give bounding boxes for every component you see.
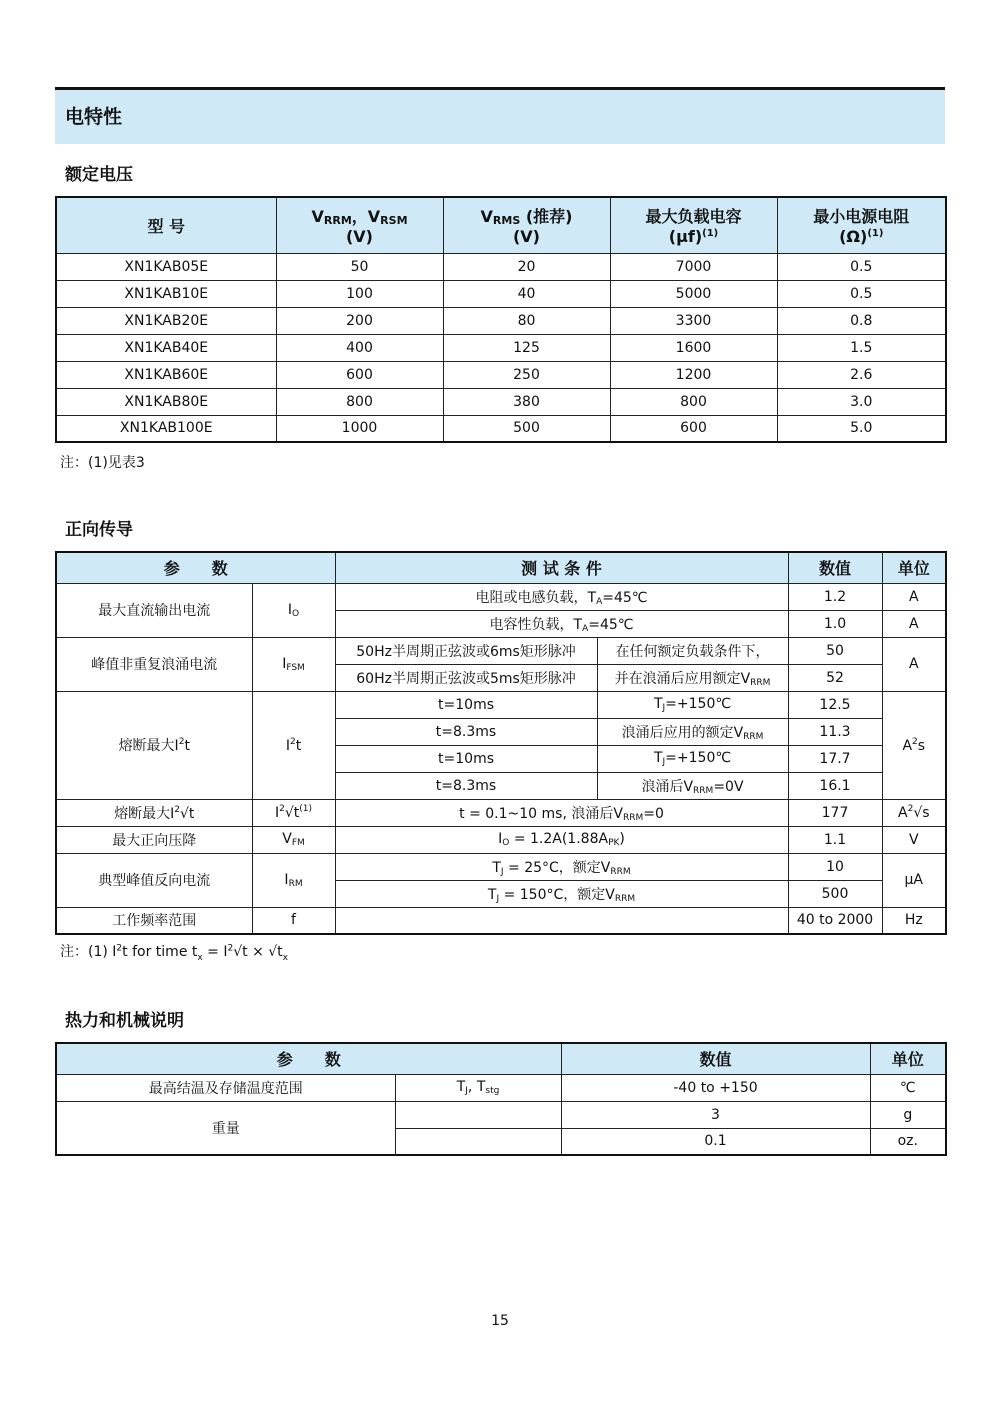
page-number: 15 [491,1313,509,1329]
capacitance-cell: 600 [610,415,777,442]
resistance-cell: 3.0 [777,388,946,415]
table-row [56,799,946,826]
param-name: 最高结温及存储温度范围 [56,1074,395,1101]
param-name: 最大直流输出电流 [56,583,252,637]
param-name: 熔断最大$I^2√t$ [56,799,252,826]
value: 1.2 [788,583,882,610]
vrms-cell: 380 [443,388,610,415]
model-cell: XN1KAB40E [56,334,276,361]
unit: μA [882,853,946,907]
value: 52 [788,664,882,691]
unit: A [882,610,946,637]
vrms-cell: 500 [443,415,610,442]
model-cell: XN1KAB10E [56,280,276,307]
model-cell: XN1KAB05E [56,253,276,280]
resistance-cell: 0.5 [777,253,946,280]
param-symbol: $V_{FM}$ [252,826,335,853]
model-cell: XN1KAB100E [56,415,276,442]
resistance-cell: 1.5 [777,334,946,361]
header-param: 参 数 [56,552,335,583]
table-row [56,253,946,280]
resistance-cell: 0.5 [777,280,946,307]
param-symbol: $I_O$ [252,583,335,637]
condition: 50Hz半周期正弦波或6ms矩形脉冲 [335,637,597,664]
param-name: 最大正向压降 [56,826,252,853]
vrms-cell: 125 [443,334,610,361]
rated-voltage-title: 额定电压 [65,165,133,185]
vrrm-cell: 100 [276,280,443,307]
value: 12.5 [788,691,882,718]
capacitance-cell: 7000 [610,253,777,280]
unit: ℃ [870,1074,946,1101]
capacitance-cell: 3300 [610,307,777,334]
rated-voltage-table [55,196,947,443]
table-row [56,907,946,934]
value: 3 [561,1101,870,1128]
value: -40 to +150 [561,1074,870,1101]
vrms-cell: 80 [443,307,610,334]
capacitance-cell: 1200 [610,361,777,388]
param-symbol: $I_{FSM}$ [252,637,335,691]
model-cell: XN1KAB60E [56,361,276,388]
table-row [56,691,946,718]
condition: t=8.3ms [335,772,597,799]
param-symbol: $I^2t$ [252,691,335,799]
value: 11.3 [788,718,882,745]
unit: oz. [870,1128,946,1155]
condition: 电阻或电感负载，$T_A=45℃$ [335,583,788,610]
condition: $T_J=+150℃$ [597,691,788,718]
value: 50 [788,637,882,664]
section-title: 电特性 [55,87,945,144]
vrrm-cell: 50 [276,253,443,280]
rated-voltage-note: 注：(1)见表3 [60,455,145,471]
vrms-cell: 40 [443,280,610,307]
header-value: 数值 [561,1043,870,1074]
param-name: 重量 [56,1101,395,1155]
thermal-title: 热力和机械说明 [65,1011,184,1031]
header-unit: 单位 [882,552,946,583]
value: 1.0 [788,610,882,637]
vrms-cell: 250 [443,361,610,388]
header-capacitance: 最大负载电容 $(\mu f)^{(1)}$ [610,197,777,253]
vrms-cell: 20 [443,253,610,280]
capacitance-cell: 5000 [610,280,777,307]
vrrm-cell: 200 [276,307,443,334]
capacitance-cell: 800 [610,388,777,415]
value: 0.1 [561,1128,870,1155]
condition: $T_J=+150℃$ [597,745,788,772]
param-symbol: $I^2√t^{(1)}$ [252,799,335,826]
param-symbol [395,1101,561,1128]
forward-title: 正向传导 [65,520,133,540]
condition: $T_J = 150^\circ C$，额定$V_{RRM}$ [335,880,788,907]
vrrm-cell: 400 [276,334,443,361]
param-name: 熔断最大$I^2t$ [56,691,252,799]
condition: t=10ms [335,745,597,772]
header-value: 数值 [788,552,882,583]
value: 10 [788,853,882,880]
table-row [56,826,946,853]
param-symbol: f [252,907,335,934]
vrrm-cell: 1000 [276,415,443,442]
header-unit: 单位 [870,1043,946,1074]
header-resistance: 最小电源电阻 $(\Omega)^{(1)}$ [777,197,946,253]
table-row [56,280,946,307]
condition: 浪涌后应用的额定$V_{RRM}$ [597,718,788,745]
header-condition: 测 试 条 件 [335,552,788,583]
table-row [56,415,946,442]
value: 16.1 [788,772,882,799]
vrrm-cell: 600 [276,361,443,388]
model-cell: XN1KAB80E [56,388,276,415]
condition: 浪涌后$V_{RRM}=0V$ [597,772,788,799]
value: 17.7 [788,745,882,772]
table-row [56,583,946,610]
model-cell: XN1KAB20E [56,307,276,334]
param-name: 工作频率范围 [56,907,252,934]
header-param: 参 数 [56,1043,561,1074]
value: 177 [788,799,882,826]
param-name: 典型峰值反向电流 [56,853,252,907]
unit: Hz [882,907,946,934]
unit: $A^2√s$ [882,799,946,826]
condition: t = 0.1~10 ms, 浪涌后$V_{RRM}=0$ [335,799,788,826]
param-name: 峰值非重复浪涌电流 [56,637,252,691]
condition [335,907,788,934]
value: 1.1 [788,826,882,853]
unit: A [882,583,946,610]
table-row [56,307,946,334]
condition: $I_O = 1.2A(1.88A_{PK})$ [335,826,788,853]
resistance-cell: 0.8 [777,307,946,334]
unit: g [870,1101,946,1128]
condition: 并在浪涌后应用额定$V_{RRM}$ [597,664,788,691]
condition: t=10ms [335,691,597,718]
table-row [56,388,946,415]
table-row [56,637,946,664]
vrrm-cell: 800 [276,388,443,415]
param-symbol [395,1128,561,1155]
table-row [56,361,946,388]
condition: 电容性负载，$T_A=45℃$ [335,610,788,637]
condition: t=8.3ms [335,718,597,745]
value: 40 to 2000 [788,907,882,934]
table-row [56,853,946,880]
param-symbol: $T_J$, $T_{stg}$ [395,1074,561,1101]
unit: V [882,826,946,853]
unit: A [882,637,946,691]
thermal-table [55,1042,947,1156]
header-vrrm: VRRM，VRSM (V) [276,197,443,253]
capacitance-cell: 1600 [610,334,777,361]
value: 500 [788,880,882,907]
header-model: 型 号 [56,197,276,253]
table-row [56,1074,946,1101]
condition: 60Hz半周期正弦波或5ms矩形脉冲 [335,664,597,691]
condition: 在任何额定负载条件下， [597,637,788,664]
header-vrms: VRMS (推荐) (V) [443,197,610,253]
unit: $A^2s$ [882,691,946,799]
resistance-cell: 2.6 [777,361,946,388]
condition: $T_J = 25^\circ C$，额定$V_{RRM}$ [335,853,788,880]
forward-note: 注：(1) $I^2t$ for time $t_x = I^2√t \times √t_x$ [60,943,288,963]
table-row [56,334,946,361]
param-symbol: $I_{RM}$ [252,853,335,907]
forward-table [55,551,947,935]
resistance-cell: 5.0 [777,415,946,442]
table-row [56,1101,946,1128]
